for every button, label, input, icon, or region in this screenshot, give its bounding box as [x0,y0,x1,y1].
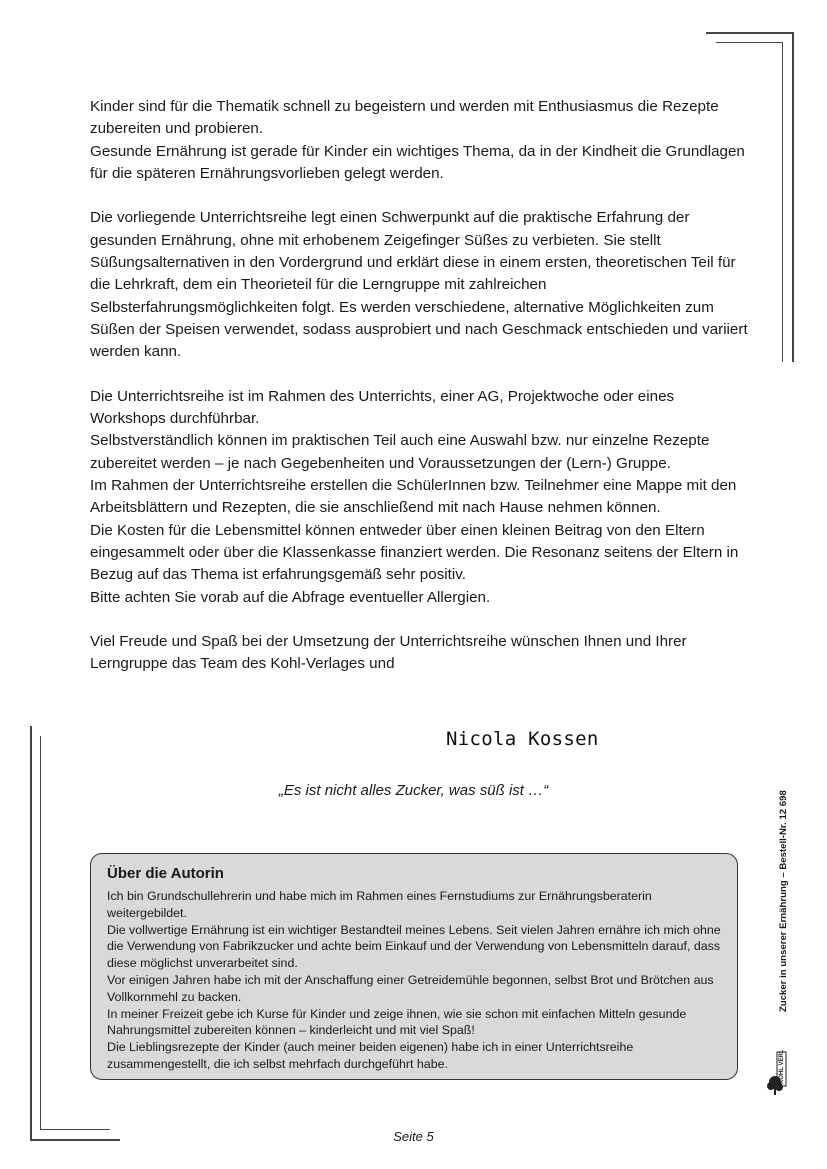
paragraph: Gesunde Ernährung ist gerade für Kinder ein wichtiges Thema, da in der Kindheit die Grundlagen für die späteren Ernährungsvorlieben gelegt werden. [90,142,745,182]
paragraph: Die Kosten für die Lebensmittel können entweder über einen kleinen Beitrag von den Eltern eingesammelt oder über die Klassenkasse finanziert werden. Die Resonanz seitens der Eltern in Bezug auf das Thema ist erfahrungsgemäß sehr positiv. [90,521,739,584]
side-order-number: Zucker in unserer Ernährung – Bestell-Nr. 12 698 [778,790,789,1012]
paragraph-gap [90,185,750,207]
intro-text [90,96,750,676]
frame-top-right-horizontal-inner [716,42,782,43]
frame-right-vertical-inner [782,42,783,362]
paragraph: Die vorliegende Unterrichtsreihe legt einen Schwerpunkt auf die praktische Erfahrung der gesunden Ernährung, ohne mit erhobenem Zeigefinger Süßes zu verbieten. Sie stellt Süßungsalternativen in den Vordergrund und erklärt diese in einem ersten, theoretischen Teil für die Lehrkraft, dem ein Theorieteil für die Lerngruppe mit zahlreichen Selbsterfahrungsmöglichkeiten folgt. Es werden verschiedene, alternative Möglichkeiten zum Süßen der Speisen verwendet, sodass ausprobiert und nach Geschmack entschieden und variiert werden kann. [90,209,748,361]
paragraph: Im Rahmen der Unterrichtsreihe erstellen die SchülerInnen bzw. Teilnehmer eine Mappe mit den Arbeitsblättern und Rezepten, die sie anschließend mit nach Hause nehmen können. [90,477,737,517]
frame-right-vertical [792,32,794,362]
author-paragraph: Vor einigen Jahren habe ich mit der Anschaffung einer Getreidemühle begonnen, selbst Brot und Brötchen aus Vollkornmehl zu backen. [107,972,714,1004]
author-paragraph: In meiner Freizeit gebe ich Kurse für Kinder und zeige ihnen, wie sie schon mit einfachen Mitteln gesunde Nahrungsmittel zubereiten können – kinderleicht und mit viel Spaß! [107,1006,687,1038]
author-box-text [107,888,723,1073]
author-signature: Nicola Kossen [446,728,599,750]
quote: „Es ist nicht alles Zucker, was süß ist …“ [278,782,549,799]
paragraph: Die Unterrichtsreihe ist im Rahmen des Unterrichts, einer AG, Projektwoche oder eines Workshops durchführbar. [90,387,675,428]
author-paragraph: Die vollwertige Ernährung ist ein wichtiger Bestandteil meines Lebens. Seit vielen Jahren ernähre ich mich ohne die Verwendung von Fabrikzucker und achte beim Einkauf und der Verwendung von Lebensmitteln darauf, dass diese möglichst unverarbeitet sind. [107,922,721,971]
kohl-verlag-logo [766,1050,790,1096]
paragraph: Bitte achten Sie vorab auf die Abfrage eventueller Allergien. [90,588,491,606]
page-number: Seite 5 [393,1129,434,1144]
paragraph: Kinder sind für die Thematik schnell zu begeistern und werden mit Enthusiasmus die Rezepte zubereiten und probieren. [90,98,719,138]
author-paragraph: Ich bin Grundschullehrerin und habe mich im Rahmen eines Fernstudiums zur Ernährungsberaterin weitergebildet. [107,889,652,920]
paragraph-gap [90,609,750,631]
author-paragraph: Die Lieblingsrezepte der Kinder (auch meiner beiden eigenen) habe ich in einer Unterrichtsreihe zusammengestellt, die ich selbst mehrfach durchgeführt habe. [107,1040,634,1071]
frame-top-right-horizontal [706,32,792,34]
tree-logo-icon [766,1050,790,1096]
paragraph: Viel Freude und Spaß bei der Umsetzung der Unterrichtsreihe wünschen Ihnen und Ihrer Lerngruppe das Team des Kohl-Verlages und [90,633,687,673]
paragraph: Selbstverständlich können im praktischen Teil auch eine Auswahl bzw. nur einzelne Rezepte zubereitet werden – je nach Gegebenheiten und Voraussetzungen der (Lern-) Gruppe. [90,432,710,472]
author-box-title: Über die Autorin [107,865,224,882]
paragraph-gap [90,364,750,386]
author-info-box [90,853,738,1080]
logo-text: KOHL VERLAG [779,1050,785,1084]
